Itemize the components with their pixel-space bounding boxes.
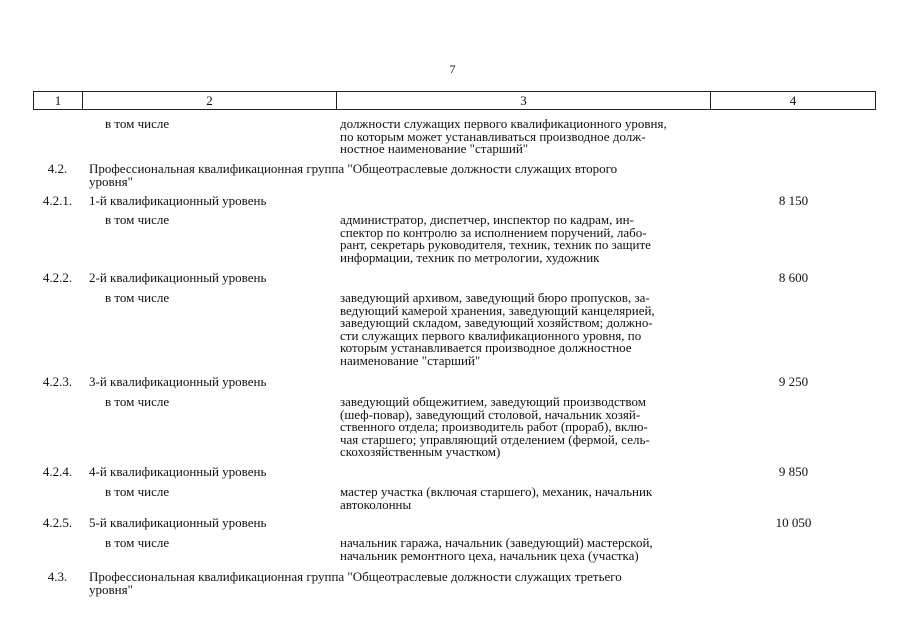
column-header-1: 1 <box>34 92 83 109</box>
positions-text: заведующий общежитием, заведующий производством (шеф-повар), заведующий столовой, начальник хозяй- ственного отдела; производитель работ (прораб), вклю- чая старшего; управляющий отделением (фермой, сель- скохозяйственным участком) <box>340 394 650 459</box>
positions-text: мастер участка (включая старшего), механик, начальник автоколонны <box>340 484 653 512</box>
level-label: 2-й квалификационный уровень <box>89 270 267 285</box>
row-number: 4.3. <box>47 569 68 584</box>
group-title: Профессиональная квалификационная группа "Общеотраслевые должности служащих третьего уровня" <box>89 569 622 597</box>
positions-text: заведующий архивом, заведующий бюро пропусков, за- ведующий камерой хранения, заведующий канцелярией, заведующий складом, заведующий хозяйством; должно- сти служащих первого квалификационного уровня, по которым устанавливается производное должностное наименование "старший" <box>340 290 655 368</box>
row-number: 4.2.1. <box>42 193 73 208</box>
column-header-3: 3 <box>337 92 711 109</box>
row-label: в том числе <box>105 212 170 227</box>
salary-value: 9 250 <box>778 374 809 389</box>
row-number: 4.2.3. <box>42 374 73 389</box>
salary-value: 9 850 <box>778 464 809 479</box>
level-label: 1-й квалификационный уровень <box>89 193 267 208</box>
level-label: 4-й квалификационный уровень <box>89 464 267 479</box>
row-number: 4.2. <box>47 161 68 176</box>
row-number: 4.2.5. <box>42 515 73 530</box>
positions-text: должности служащих первого квалификационного уровня, по которым может устанавливаться производное долж- ностное наименование "старший" <box>340 116 667 156</box>
salary-value: 8 600 <box>778 270 809 285</box>
row-label: в том числе <box>105 290 170 305</box>
level-label: 3-й квалификационный уровень <box>89 374 267 389</box>
salary-value: 8 150 <box>778 193 809 208</box>
page-number: 7 <box>449 62 456 76</box>
row-label: в том числе <box>105 484 170 499</box>
positions-text: начальник гаража, начальник (заведующий) мастерской, начальник ремонтного цеха, начальник цеха (участка) <box>340 535 653 563</box>
salary-value: 10 050 <box>775 515 812 530</box>
row-number: 4.2.2. <box>42 270 73 285</box>
row-number: 4.2.4. <box>42 464 73 479</box>
column-header-2: 2 <box>83 92 337 109</box>
row-label: в том числе <box>105 116 170 131</box>
positions-text: администратор, диспетчер, инспектор по кадрам, ин- спектор по контролю за исполнением поручений, лабо- рант, секретарь руководителя, техник, техник по защите информации, техник по метрологии, художник <box>340 212 651 265</box>
group-title: Профессиональная квалификационная группа "Общеотраслевые должности служащих второго уровня" <box>89 161 618 189</box>
level-label: 5-й квалификационный уровень <box>89 515 267 530</box>
row-label: в том числе <box>105 394 170 409</box>
column-header-4: 4 <box>789 93 797 108</box>
row-label: в том числе <box>105 535 170 550</box>
